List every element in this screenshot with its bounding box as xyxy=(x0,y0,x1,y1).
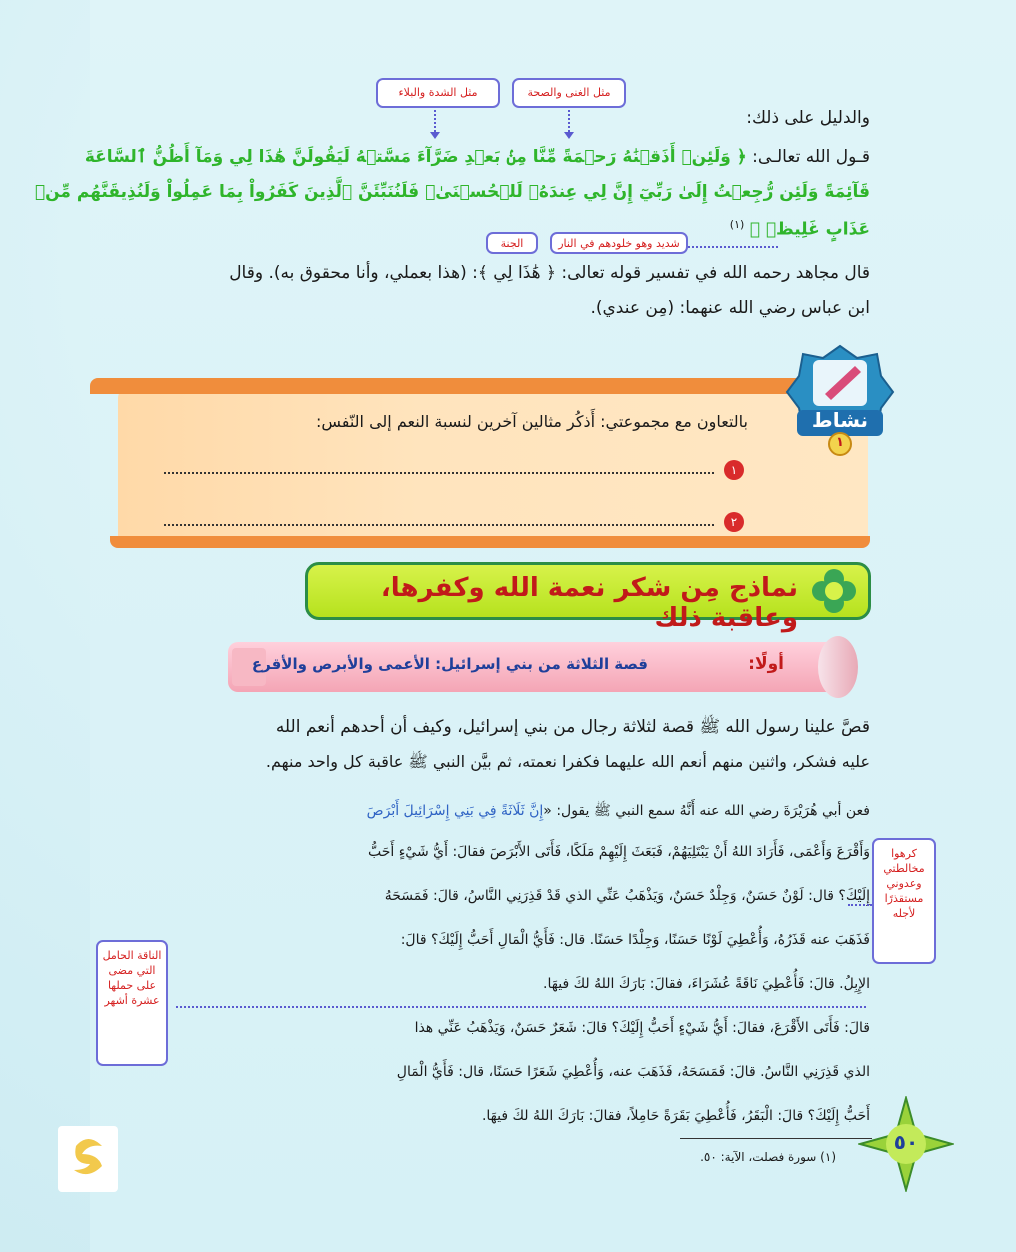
connector-right-note xyxy=(848,904,872,906)
hadith-line-0 xyxy=(367,800,870,822)
note-paradise: الجنة xyxy=(486,232,538,254)
paragraph-line-1: قصَّ علينا رسول الله ﷺ قصة لثلاثة رجال من بني إسرائيل، وكيف أن أحدهم أنعم الله xyxy=(275,717,870,737)
activity-item-2-line[interactable] xyxy=(164,524,714,526)
subsection-banner xyxy=(228,642,844,692)
activity-item-1-number: ١ xyxy=(724,460,744,480)
mujahid-line-2: ابن عباس رضي الله عنهما: (مِن عندي). xyxy=(590,298,870,318)
footnote-rule xyxy=(680,1138,872,1139)
note-hardship: مثل الشدة والبلاء xyxy=(376,78,500,108)
flower-ornament-icon xyxy=(806,567,862,615)
publisher-logo xyxy=(58,1126,118,1192)
scroll-end-ornament xyxy=(818,636,858,698)
hadith-line-8: أَحَبُّ إِلَيْكَ؟ قالَ: الْبَقَرُ، فَأُعْطِيَ بَقَرَةً حَامِلاً، فقالَ: بَارَكَ اللهُ لكَ فيهَا. xyxy=(481,1108,870,1124)
verse-text-3: عَذَابٍ غَلِيظٖ ﴾ xyxy=(749,219,870,240)
footnote: (١) سورة فصلت، الآية: ٥٠. xyxy=(700,1150,836,1164)
subsection-title: قصة الثلاثة من بني إسرائيل: الأعمى والأبرص والأقرع xyxy=(251,655,648,673)
activity-top-border xyxy=(90,378,870,394)
verse-line-3 xyxy=(730,218,870,240)
page-number: ٥٠ xyxy=(893,1130,919,1154)
arrow-line-hardship xyxy=(434,110,436,132)
hadith-divider xyxy=(176,1006,866,1008)
activity-badge-number: ١ xyxy=(836,435,844,450)
connector-severe xyxy=(688,246,778,248)
activity-prompt: بالتعاون مع مجموعتي: أَذكُر مثالين آخرين لنسبة النعم إلى النّفس: xyxy=(315,412,748,431)
paragraph-line-2: عليه فشكر، واثنين منهم أنعم الله عليهما فكفرا نعمته، ثم بيَّن النبي ﷺ عاقبة كل واحد منهم. xyxy=(265,752,870,771)
intro-text: والدليل على ذلك: xyxy=(746,108,870,128)
hadith-line-2: وَأَقْرَعَ وَأَعْمَى، فَأَرَادَ اللهُ أَنْ يَبْتَلِيَهُمْ، فَبَعَثَ إِلَيْهِمْ مَلَكًا، فَأَتَى الأَبْرَصَ فقالَ: أَيُّ شَيْءٍ أَحَبُّ xyxy=(367,844,870,860)
note-wealth: مثل الغنى والصحة xyxy=(512,78,626,108)
verse-line-1 xyxy=(85,146,870,167)
hadith-intro: فعن أبي هُرَيْرَةَ رضي الله عنه أَنَّهُ سمع النبي ﷺ يقول: « xyxy=(543,803,870,819)
hadith-text-1: إِنَّ ثَلَاثَةً فِي بَنِي إِسْرَائِيلَ أَبْرَصَ xyxy=(366,803,544,819)
activity-box xyxy=(90,378,890,548)
note-severe: شديد وهو خلودهم في النار xyxy=(550,232,688,254)
activity-item-1-line[interactable] xyxy=(164,472,714,474)
hadith-line-3: إِلَيْكَ؟ قال: لَوْنٌ حَسَنٌ، وَجِلْدٌ حَسَنٌ، وَيَذْهَبُ عَنِّي الذي قَدْ قَذِرَنِي النَّاسُ، قالَ: فَمَسَحَهُ xyxy=(384,888,870,904)
hadith-line-7: الذي قَذِرَنِي النَّاسُ. قالَ: فَمَسَحَهُ، فَذَهَبَ عنه، وَأُعْطِيَ شَعَرًا حَسَنًا، قال: فَأَيُّ الْمَالِ xyxy=(396,1064,870,1080)
hadith-line-4: فَذَهَبَ عنه قَذَرُهُ، وَأُعْطِيَ لَوْنًا حَسَنًا، وَجِلْدًا حَسَنًا. قال: فَأَيُّ الْمَالِ أَحَبُّ إِلَيْكَ؟ قالَ: xyxy=(400,932,870,948)
logo-icon xyxy=(58,1126,118,1192)
hadith-line-6: قالَ: فَأَتَى الأَقْرَعَ، فقالَ: أَيُّ شَيْءٍ أَحَبُّ إِلَيْكَ؟ قالَ: شَعَرٌ حَسَنٌ، وَيَذْهَبُ عَنِّي هذا xyxy=(414,1020,870,1036)
side-note-left: الناقة الحامل التي مضى على حملها عشرة أشهر xyxy=(96,940,168,1066)
section-banner xyxy=(305,562,871,633)
arrow-line-wealth xyxy=(568,110,570,132)
verse-footnote-ref: (١) xyxy=(729,218,745,231)
verse-prefix: قـول الله تعالـى: xyxy=(752,147,870,167)
activity-badge xyxy=(785,340,895,460)
verse-text-1: ﴿ وَلَئِنۡ أَذَقۡنَٰهُ رَحۡمَةً مِّنَّا مِنۢ بَعۡدِ ضَرَّآءَ مَسَّتۡهُ لَيَقُولَنَّ هَٰذَا لِي وَمَآ أَظُنُّ ٱلسَّاعَةَ xyxy=(84,147,747,167)
mujahid-line-1: قال مجاهد رحمه الله في تفسير قوله تعالى: ﴿ هَٰذَا لِي ﴾: (هذا بعملي، وأنا محقوق به). وقال xyxy=(229,263,870,283)
section-title: نماذج مِن شكر نعمة الله وكفرها، وعاقبة ذلك xyxy=(380,573,798,633)
activity-bottom-border xyxy=(110,536,870,548)
arrow-hardship xyxy=(430,132,440,139)
page-number-badge xyxy=(858,1096,954,1192)
verse-line-2: قَآئِمَةً وَلَئِن رُّجِعۡتُ إِلَىٰ رَبِّيٓ إِنَّ لِي عِندَهُۥ لَلۡحُسۡنَىٰۚ فَلَنُنَبِّئَنَّ ٱلَّذِينَ كَفَرُواْ بِمَا عَمِلُواْ وَلَنُذِيقَنَّهُم مِّنۡ xyxy=(34,182,870,202)
hadith-line-5: الإِبِلُ. قالَ: فَأُعْطِيَ نَاقَةً عُشَرَاءَ، فقالَ: بَارَكَ اللهُ لكَ فيهَا. xyxy=(543,976,870,992)
subsection-label: أولًا: xyxy=(748,654,784,674)
side-note-right: كرهوا مخالطتي وعدوني مستقذرًا لأجله xyxy=(872,838,936,964)
arrow-wealth xyxy=(564,132,574,139)
activity-item-2-number: ٢ xyxy=(724,512,744,532)
activity-badge-word: نشاط xyxy=(811,408,869,432)
